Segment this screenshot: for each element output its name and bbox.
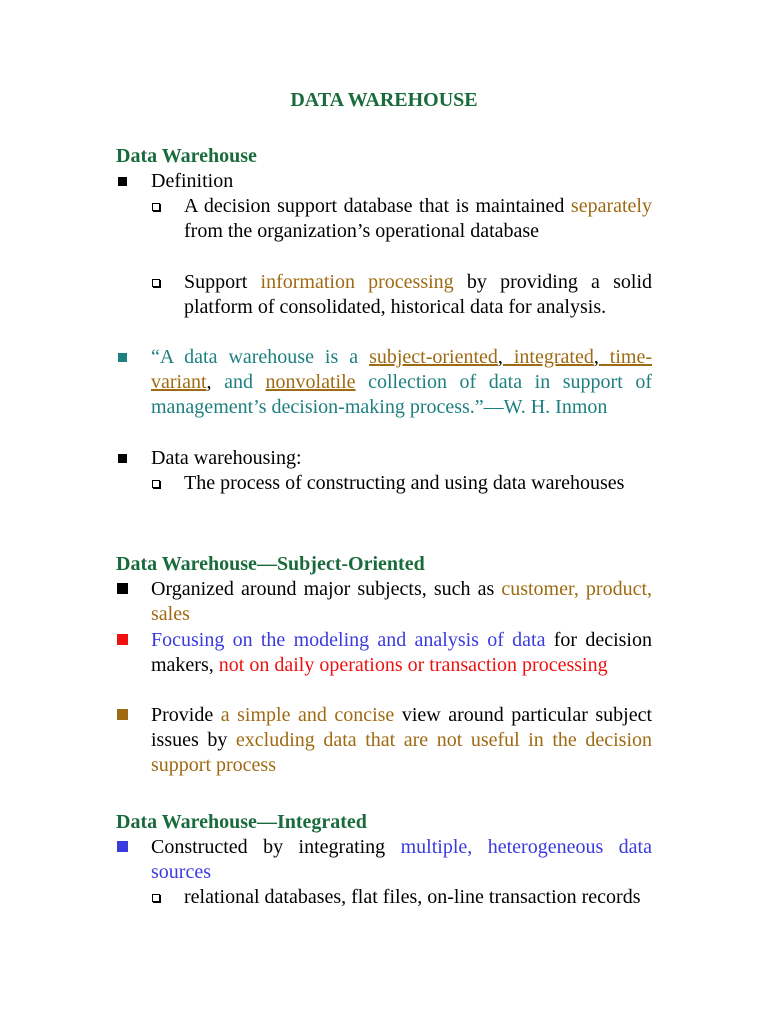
document-title: DATA WAREHOUSE <box>290 89 478 111</box>
text-segment: “A data warehouse is a <box>151 346 370 368</box>
text-segment: from the organization’s operational database <box>184 220 540 242</box>
section-heading-data-warehouse: Data Warehouse <box>116 145 257 167</box>
text-segment: , <box>206 371 212 393</box>
checkbox-bullet-icon <box>150 194 184 219</box>
square-bullet-icon <box>116 835 151 860</box>
square-bullet-icon <box>116 703 151 728</box>
text-segment: A decision support database that is maintained <box>184 195 571 217</box>
list-item-decision-support-database <box>150 194 652 244</box>
item-text <box>151 446 652 471</box>
list-item-inmon-quote <box>116 345 652 420</box>
list-item-constructed-by-integrating <box>116 835 652 885</box>
item-text <box>184 471 652 496</box>
section-heading-integrated: Data Warehouse—Integrated <box>116 811 367 833</box>
text-segment-highlight: customer, product, sales <box>151 578 653 625</box>
text-segment: Definition <box>151 170 234 192</box>
text-segment: by providing a solid platform of consolidated, historical data for analysis. <box>184 271 652 318</box>
text-segment: view around particular subject issues by <box>151 704 653 751</box>
text-segment-highlight: nonvolatile <box>265 371 356 393</box>
list-item-information-processing <box>150 270 652 320</box>
text-segment: Data warehousing: <box>151 447 302 469</box>
list-item-data-warehousing <box>116 446 652 471</box>
text-segment-highlight: not on daily operations or transaction processing <box>218 654 608 676</box>
text-segment: , <box>593 346 599 368</box>
item-text <box>151 628 652 678</box>
text-segment-highlight: information processing <box>260 271 454 293</box>
text-segment: and <box>211 371 266 393</box>
text-segment-highlight: a simple and concise <box>220 704 395 726</box>
text-segment-highlight: integrated <box>502 346 594 368</box>
list-item-focusing-on-modeling <box>116 628 652 678</box>
text-segment: collection of data in support of management’s decision-making process.”—W. H. Inmon <box>151 371 652 418</box>
square-bullet-icon <box>116 446 151 471</box>
text-segment-highlight: multiple, heterogeneous data sources <box>151 836 652 883</box>
item-text <box>151 169 652 194</box>
text-segment-highlight: subject-oriented <box>369 346 498 368</box>
text-segment: relational databases, flat files, on-line transaction records <box>184 886 641 908</box>
text-segment: Support <box>184 271 261 293</box>
item-text <box>151 577 652 627</box>
item-text <box>151 345 652 420</box>
list-item-organized-around-subjects <box>116 577 652 627</box>
item-text <box>184 270 652 320</box>
square-bullet-icon <box>116 345 151 370</box>
text-segment-highlight: time-variant <box>151 346 652 393</box>
item-text <box>151 835 652 885</box>
text-segment-highlight: Focusing on the modeling and analysis of data <box>151 629 546 651</box>
text-segment: Organized around major subjects, such as <box>151 578 502 600</box>
checkbox-bullet-icon <box>150 270 184 295</box>
list-item-relational-databases <box>150 885 652 910</box>
list-item-process-constructing <box>150 471 652 496</box>
list-item-simple-concise-view <box>116 703 652 778</box>
text-segment: Constructed by integrating <box>151 836 401 858</box>
square-bullet-icon <box>116 628 151 653</box>
text-segment-highlight: separately <box>570 195 652 217</box>
text-segment: The process of constructing and using data warehouses <box>184 472 625 494</box>
checkbox-bullet-icon <box>150 885 184 910</box>
item-text <box>151 703 652 778</box>
section-heading-subject-oriented: Data Warehouse—Subject-Oriented <box>116 553 425 575</box>
list-item-definition <box>116 169 652 194</box>
square-bullet-icon <box>116 169 151 194</box>
text-segment-highlight: excluding data that are not useful in the decision support process <box>151 729 652 776</box>
text-segment: Provide <box>151 704 221 726</box>
text-segment: for decision makers, <box>151 629 652 676</box>
square-bullet-icon <box>116 577 151 602</box>
item-text <box>184 194 652 244</box>
text-segment: , <box>497 346 503 368</box>
checkbox-bullet-icon <box>150 471 184 496</box>
item-text <box>184 885 652 910</box>
